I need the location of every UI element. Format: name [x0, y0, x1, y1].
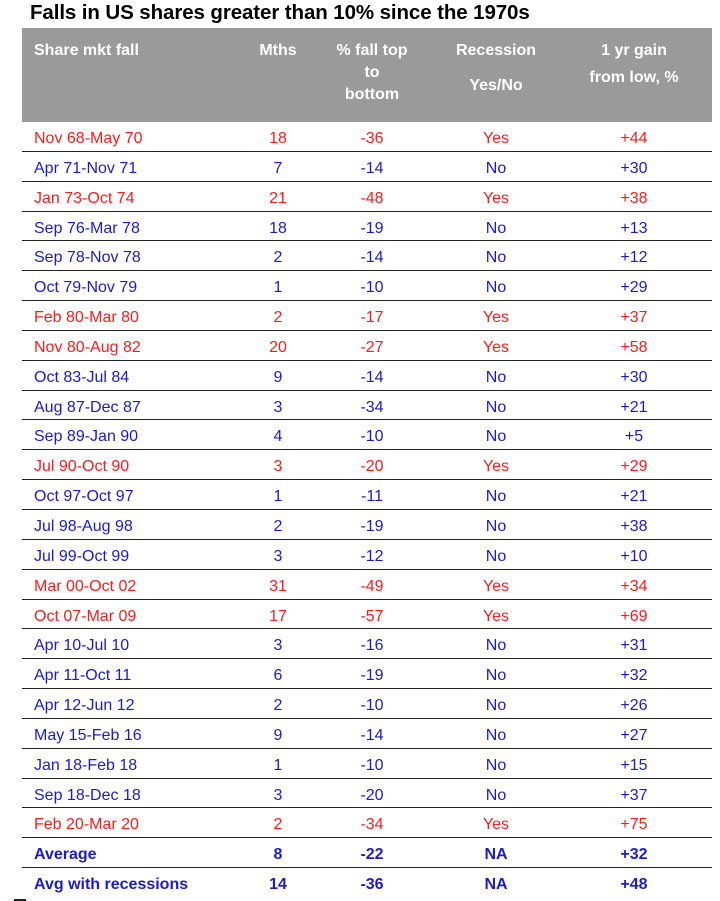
period-cell: Oct 07-Mar 09 [34, 607, 137, 625]
recession-cell: No [485, 667, 507, 685]
table-row [22, 629, 712, 659]
months-cell: 3 [273, 637, 283, 655]
period-cell: Sep 89-Jan 90 [34, 428, 139, 446]
months-cell: 8 [273, 846, 283, 864]
table-row [22, 868, 712, 898]
table-row [22, 122, 712, 152]
months-cell: 7 [273, 159, 283, 177]
recession-cell: Yes [482, 130, 510, 147]
period-cell: Apr 10-Jul 10 [34, 637, 130, 655]
fall-cell: -27 [360, 338, 384, 356]
table-row [22, 361, 712, 391]
fall-cell: -49 [360, 577, 384, 595]
gain-cell: +44 [620, 130, 648, 147]
recession-cell: No [485, 428, 507, 446]
recession-cell: No [485, 726, 507, 744]
period-cell: Sep 78-Nov 78 [34, 249, 141, 267]
table-row [22, 241, 712, 271]
gain-cell: +31 [620, 637, 648, 655]
months-cell: 3 [273, 398, 283, 416]
recession-cell: No [485, 368, 507, 386]
fall-cell: -19 [360, 219, 384, 237]
period-cell: Nov 68-May 70 [34, 130, 143, 147]
period-cell: Average [34, 846, 97, 864]
fall-cell: -57 [360, 607, 384, 625]
recession-cell: No [485, 547, 507, 565]
period-cell: Sep 76-Mar 78 [34, 219, 140, 237]
gain-cell: +29 [620, 458, 648, 476]
recession-cell: Yes [482, 577, 510, 595]
fall-cell: -16 [360, 637, 384, 655]
table-row [22, 600, 712, 630]
fall-cell: -14 [360, 249, 384, 267]
fall-cell: -20 [360, 458, 384, 476]
table-row [22, 212, 712, 242]
period-cell: Mar 00-Oct 02 [34, 577, 137, 595]
gain-cell: +30 [620, 368, 648, 386]
gain-cell: +10 [620, 547, 648, 565]
falls-table [22, 28, 712, 898]
table-row [22, 420, 712, 450]
recession-cell: NA [484, 876, 508, 894]
months-cell: 6 [273, 667, 283, 685]
fall-cell: -20 [360, 786, 384, 804]
fall-cell: -22 [360, 846, 384, 864]
period-cell: Jul 98-Aug 98 [34, 517, 133, 535]
recession-cell: No [485, 219, 507, 237]
recession-cell: No [485, 637, 507, 655]
table-row [22, 152, 712, 182]
gain-cell: +38 [620, 517, 648, 535]
period-cell: Nov 80-Aug 82 [34, 338, 141, 356]
table-row [22, 838, 712, 868]
table-row [22, 779, 712, 809]
recession-cell: NA [484, 846, 508, 864]
recession-cell: Yes [482, 338, 510, 356]
table-row [22, 540, 712, 570]
period-cell: Avg with recessions [34, 876, 189, 894]
recession-cell: No [485, 159, 507, 177]
header-recession: Recession Yes/No [455, 42, 537, 94]
recession-cell: No [485, 279, 507, 297]
fall-cell: -34 [360, 398, 384, 416]
fall-cell: -10 [360, 279, 384, 297]
gain-cell: +69 [620, 607, 648, 625]
table-row [22, 510, 712, 540]
months-cell: 2 [273, 517, 283, 535]
period-cell: Jan 18-Feb 18 [34, 756, 138, 774]
recession-cell: No [485, 249, 507, 267]
table-row [22, 689, 712, 719]
gain-cell: +38 [620, 189, 648, 207]
table-row [22, 331, 712, 361]
gain-cell: +34 [620, 577, 648, 595]
gain-cell: +21 [620, 398, 648, 416]
table-header [22, 28, 712, 122]
period-cell: Apr 71-Nov 71 [34, 159, 138, 177]
recession-cell: Yes [482, 607, 510, 625]
table-row [22, 480, 712, 510]
months-cell: 21 [269, 189, 287, 207]
months-cell: 4 [273, 428, 283, 446]
gain-cell: +75 [620, 816, 648, 834]
period-cell: Aug 87-Dec 87 [34, 398, 141, 416]
header-one-year-gain: 1 yr gain from low, % [589, 42, 679, 86]
recession-cell: No [485, 786, 507, 804]
months-cell: 1 [273, 279, 283, 297]
recession-cell: Yes [482, 309, 510, 327]
months-cell: 14 [269, 876, 287, 894]
gain-cell: +5 [624, 428, 644, 446]
gain-cell: +37 [620, 309, 648, 327]
gain-cell: +12 [620, 249, 648, 267]
months-cell: 17 [269, 607, 287, 625]
months-cell: 20 [269, 338, 287, 356]
fall-cell: -19 [360, 667, 384, 685]
months-cell: 9 [273, 726, 283, 744]
table-row [22, 182, 712, 212]
period-cell: Sep 18-Dec 18 [34, 786, 141, 804]
fall-cell: -12 [360, 547, 384, 565]
fall-cell: -34 [360, 816, 384, 834]
table-row [22, 450, 712, 480]
gain-cell: +29 [620, 279, 648, 297]
gain-cell: +15 [620, 756, 648, 774]
gain-cell: +27 [620, 726, 648, 744]
gain-cell: +32 [620, 667, 648, 685]
gain-cell: +58 [620, 338, 648, 356]
period-cell: May 15-Feb 16 [34, 726, 142, 744]
fall-cell: -10 [360, 756, 384, 774]
recession-cell: No [485, 488, 507, 506]
fall-cell: -19 [360, 517, 384, 535]
table-row [22, 719, 712, 749]
recession-cell: No [485, 756, 507, 774]
chart-title: Falls in US shares greater than 10% since the 1970s [30, 1, 530, 24]
fall-cell: -11 [361, 488, 383, 506]
table-row [22, 749, 712, 779]
period-cell: Oct 97-Oct 97 [34, 488, 134, 506]
header-share-mkt-fall: Share mkt fall [34, 42, 139, 59]
months-cell: 2 [273, 309, 283, 327]
recession-cell: No [485, 517, 507, 535]
months-cell: 9 [273, 368, 283, 386]
recession-cell: Yes [482, 189, 510, 207]
period-cell: Apr 11-Oct 11 [34, 667, 132, 685]
table-row [22, 301, 712, 331]
fall-cell: -14 [360, 726, 384, 744]
period-cell: Apr 12-Jun 12 [34, 697, 135, 715]
months-cell: 3 [273, 786, 283, 804]
recession-cell: Yes [482, 816, 510, 834]
header-percent-fall: % fall top to bottom [336, 42, 408, 103]
period-cell: Feb 20-Mar 20 [34, 816, 139, 834]
fall-cell: -10 [360, 697, 384, 715]
gain-cell: +26 [620, 697, 648, 715]
months-cell: 3 [273, 458, 283, 476]
months-cell: 31 [269, 577, 287, 595]
table-row [22, 808, 712, 838]
gain-cell: +13 [620, 219, 648, 237]
gain-cell: +21 [620, 488, 648, 506]
period-cell: Oct 83-Jul 84 [34, 368, 130, 386]
period-cell: Feb 80-Mar 80 [34, 309, 139, 327]
recession-cell: No [485, 697, 507, 715]
fall-cell: -10 [360, 428, 384, 446]
header-months: Mths [259, 42, 297, 59]
fall-cell: -36 [360, 876, 384, 894]
months-cell: 2 [273, 816, 283, 834]
table-row [22, 659, 712, 689]
table-body [22, 122, 712, 898]
period-cell: Oct 79-Nov 79 [34, 279, 138, 297]
months-cell: 3 [273, 547, 283, 565]
fall-cell: -14 [360, 368, 384, 386]
recession-cell: No [485, 398, 507, 416]
months-cell: 18 [269, 130, 287, 147]
gain-cell: +37 [620, 786, 648, 804]
period-cell: Jul 99-Oct 99 [34, 547, 130, 565]
period-cell: Jan 73-Oct 74 [34, 189, 135, 207]
table-row [22, 570, 712, 600]
months-cell: 2 [273, 697, 283, 715]
months-cell: 1 [273, 488, 283, 506]
fall-cell: -48 [360, 189, 384, 207]
months-cell: 1 [273, 756, 283, 774]
recession-cell: Yes [482, 458, 510, 476]
table-row [22, 391, 712, 421]
fall-cell: -14 [360, 159, 384, 177]
fall-cell: -17 [360, 309, 384, 327]
months-cell: 2 [273, 249, 283, 267]
gain-cell: +32 [620, 846, 648, 864]
fall-cell: -36 [360, 130, 384, 147]
table-row [22, 271, 712, 301]
months-cell: 18 [269, 219, 287, 237]
gain-cell: +48 [620, 876, 648, 894]
gain-cell: +30 [620, 159, 648, 177]
period-cell: Jul 90-Oct 90 [34, 458, 130, 476]
